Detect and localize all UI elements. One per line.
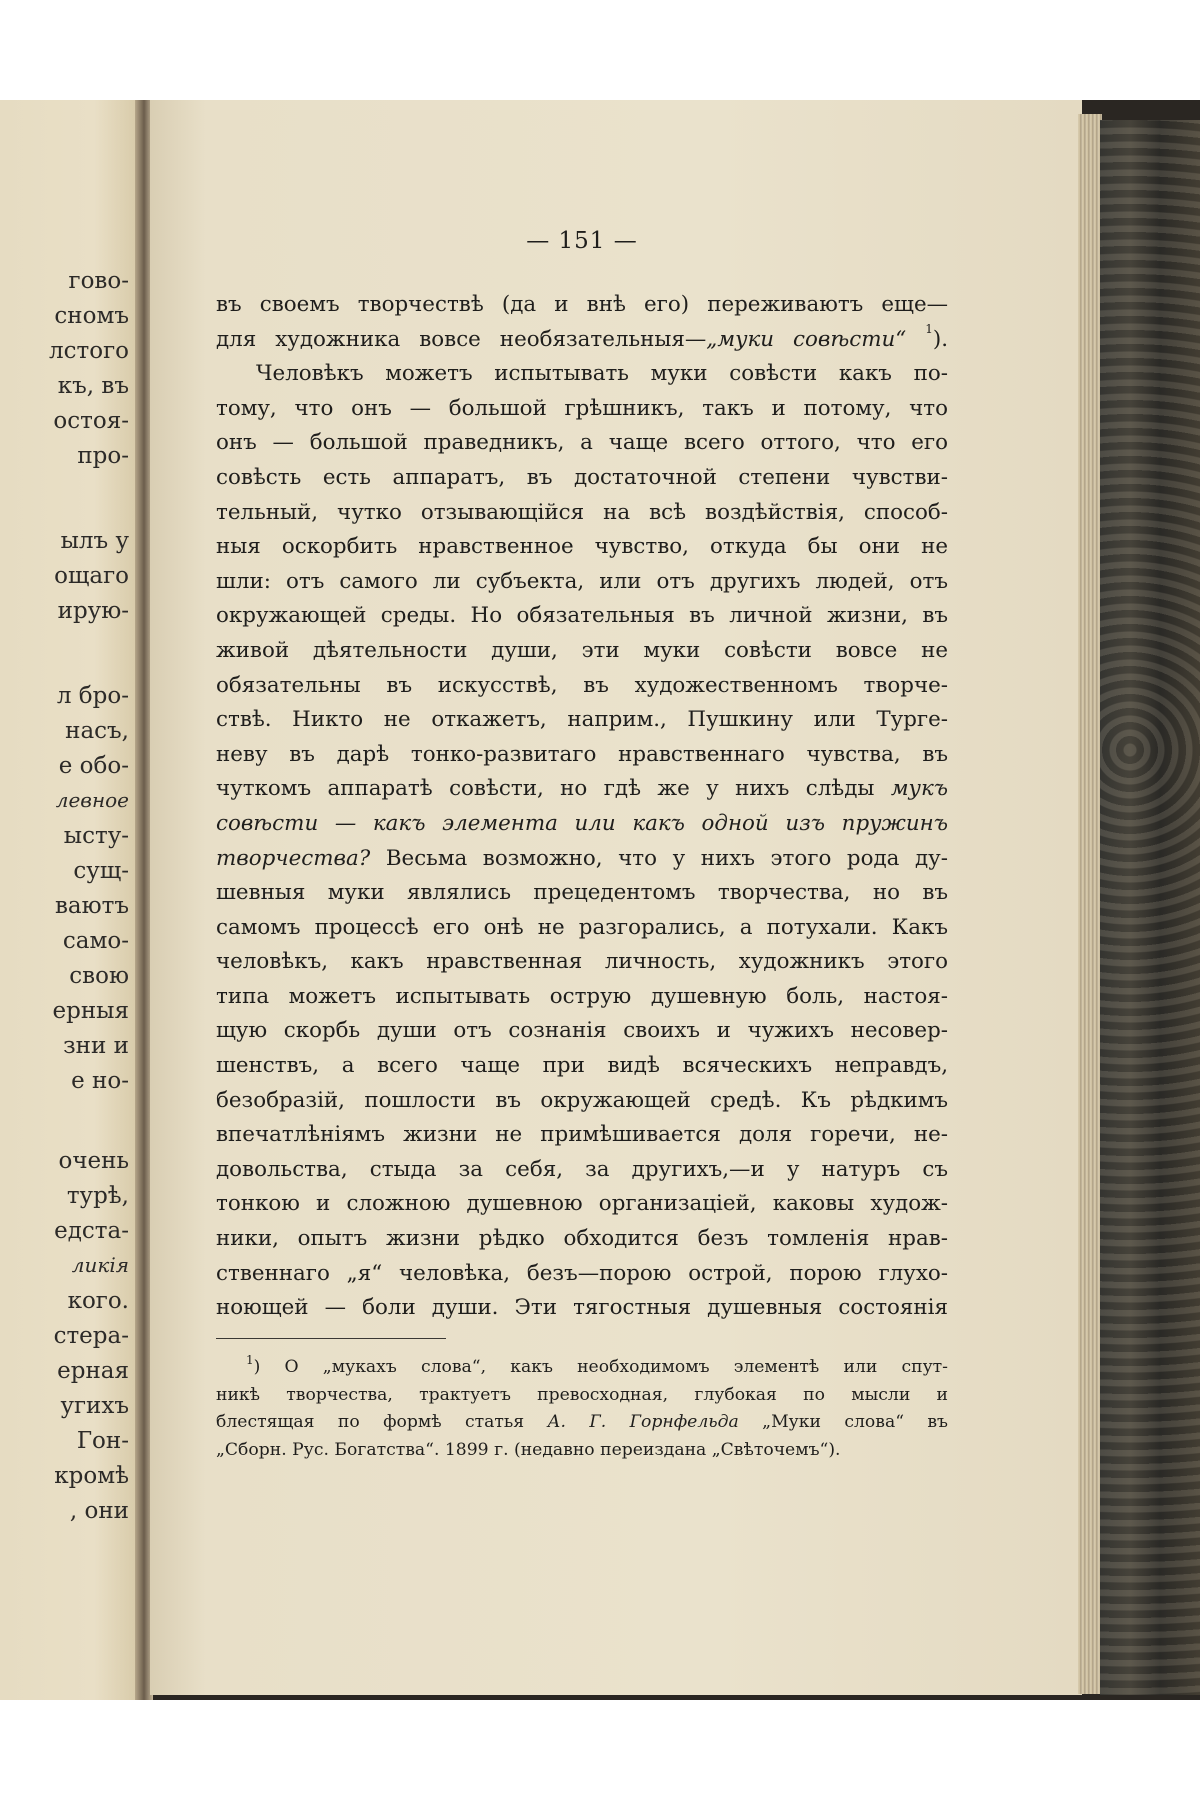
text-line: чуткомъ аппаратѣ совѣсти, но гдѣ же у нихъ слѣды мукъ	[216, 776, 948, 802]
text-line: онъ — большой праведникъ, а чаще всего оттого, что его	[216, 430, 948, 456]
left-page-fragment: лстого	[49, 338, 129, 364]
left-page-fragment: ысту-	[63, 823, 129, 849]
left-page-fragment: турѣ,	[66, 1183, 129, 1209]
text-line: самомъ процессѣ его онѣ не разгорались, а потухали. Какъ	[216, 914, 948, 940]
footnote	[216, 1354, 948, 1464]
left-page-fragment: ирую-	[57, 598, 129, 624]
text-line: въ своемъ творчествѣ (да и внѣ его) переживаютъ еще—	[216, 292, 948, 317]
right-page	[150, 100, 1082, 1695]
text-line: окружающей среды. Но обязательныя въ личной жизни, въ	[216, 603, 948, 629]
text-line: совѣсть есть аппаратъ, въ достаточной степени чувстви-	[216, 464, 948, 490]
left-page-fragment: сномъ	[54, 303, 129, 329]
text-line: неву въ дарѣ тонко-развитаго нравственнаго чувства, въ	[216, 741, 948, 767]
text-line: шевныя муки являлись прецедентомъ творчества, но въ	[216, 880, 948, 906]
text-line: ники, опытъ жизни рѣдко обходится безъ томленія нрав-	[216, 1226, 948, 1252]
left-page-fragment: ваютъ	[54, 893, 129, 919]
left-page-fragment: е но-	[71, 1068, 129, 1094]
text-line: совѣсти — какъ элемента или какъ одной изъ пружинъ	[216, 810, 948, 836]
text-line: тонкою и сложною душевною организаціей, каковы худож-	[216, 1191, 948, 1217]
text-line: довольства, стыда за себя, за другихъ,—и у натуръ съ	[216, 1156, 948, 1182]
left-page-fragment: свою	[69, 963, 129, 989]
left-page-fragment: л бро-	[56, 683, 129, 709]
text-line: Человѣкъ можетъ испытывать муки совѣсти какъ по-	[256, 361, 948, 387]
footnote-line: „Сборн. Рус. Богатства“. 1899 г. (недавно переиздана „Свѣточемъ“).	[216, 1439, 841, 1460]
left-page-fragment: , они	[69, 1498, 129, 1524]
left-page-fragment: кромѣ	[54, 1463, 129, 1489]
left-page-fragment: левное	[55, 788, 129, 812]
left-page-fragment: остоя-	[53, 408, 129, 434]
left-page-fragment: очень	[58, 1148, 129, 1174]
text-line: шли: отъ самого ли субъекта, или отъ другихъ людей, отъ	[216, 568, 948, 594]
text-line: ныя оскорбить нравственное чувство, откуда бы они не	[216, 534, 948, 560]
author-name: А. Г. Горнфельда	[547, 1412, 739, 1432]
footnote-line: $^1$) О „мукахъ слова“, какъ необходимомъ элементѣ или спут-	[246, 1354, 948, 1377]
footnote-marker: 1	[246, 1354, 254, 1367]
left-page-fragment: зни и	[63, 1033, 129, 1059]
text-line: ственнаго „я“ человѣка, безъ—порою острой, порою глухо-	[216, 1260, 948, 1286]
footnote-line: блестящая по формѣ статья А. Г. Горнфельда „Муки слова“ въ	[216, 1412, 948, 1432]
left-page-fragment: про-	[77, 443, 129, 469]
text-line: обязательны въ искусствѣ, въ художественномъ творче-	[216, 672, 948, 698]
page-edges	[1078, 114, 1102, 1694]
text-line: впечатлѣніямъ жизни не примѣшивается доля горечи, не-	[216, 1122, 948, 1148]
marbled-cover	[1100, 120, 1200, 1695]
text-line: для художника вовсе необязательныя—„муки совѣсти“ $^1$).	[216, 322, 948, 352]
left-page-fragment: къ, въ	[57, 373, 129, 399]
left-page-fragment: е обо-	[58, 753, 129, 779]
footnote-ref: 1	[925, 322, 933, 336]
left-page	[0, 100, 135, 1700]
left-page-fragment: ощаго	[54, 563, 129, 589]
left-page-fragment: едста-	[54, 1218, 129, 1244]
footnote-divider	[216, 1338, 446, 1339]
body-text	[216, 288, 948, 1326]
left-page-fragment: ерныя	[52, 998, 129, 1024]
text-line: щую скорбь души отъ сознанія своихъ и чужихъ несовер-	[216, 1018, 948, 1044]
left-page-fragment: ылъ у	[60, 528, 129, 554]
left-page-fragment: сущ-	[73, 858, 129, 884]
text-line: ноющей — боли души. Эти тягостныя душевныя состоянія	[216, 1295, 948, 1321]
footnote-line: никѣ творчества, трактуетъ превосходная, глубокая по мысли и	[216, 1384, 948, 1405]
left-page-fragment: насъ,	[65, 718, 129, 744]
text-line: типа можетъ испытывать острую душевную боль, настоя-	[216, 983, 948, 1009]
book-photo	[0, 100, 1200, 1700]
left-page-fragment: гово-	[68, 268, 129, 294]
left-page-fragment: ликія	[71, 1253, 129, 1277]
text-line: живой дѣятельности души, эти муки совѣсти вовсе не	[216, 637, 948, 663]
text-line: творчества? Весьма возможно, что у нихъ этого рода ду-	[216, 845, 948, 871]
text-line: безобразій, пошлости въ окружающей средѣ. Къ рѣдкимъ	[216, 1087, 948, 1113]
left-page-fragment: ерная	[57, 1358, 129, 1384]
left-page-fragment: кого.	[67, 1288, 129, 1314]
left-page-fragment: Гон-	[76, 1428, 129, 1454]
text-line: шенствъ, а всего чаще при видѣ всяческихъ неправдъ,	[216, 1053, 948, 1079]
italic-quote: „муки совѣсти“	[706, 326, 907, 352]
text-line: тельный, чутко отзывающійся на всѣ воздѣйствія, способ-	[216, 499, 948, 525]
page-number: — 151 —	[526, 228, 638, 254]
left-page-fragment: само-	[62, 928, 129, 954]
left-page-fragment: стера-	[53, 1323, 129, 1349]
text-line: ствѣ. Никто не откажетъ, наприм., Пушкину или Турге-	[216, 707, 948, 733]
text-line: человѣкъ, какъ нравственная личность, художникъ этого	[216, 949, 948, 975]
left-page-fragment: угихъ	[60, 1393, 129, 1419]
text-line: тому, что онъ — большой грѣшникъ, такъ и потому, что	[216, 395, 948, 421]
